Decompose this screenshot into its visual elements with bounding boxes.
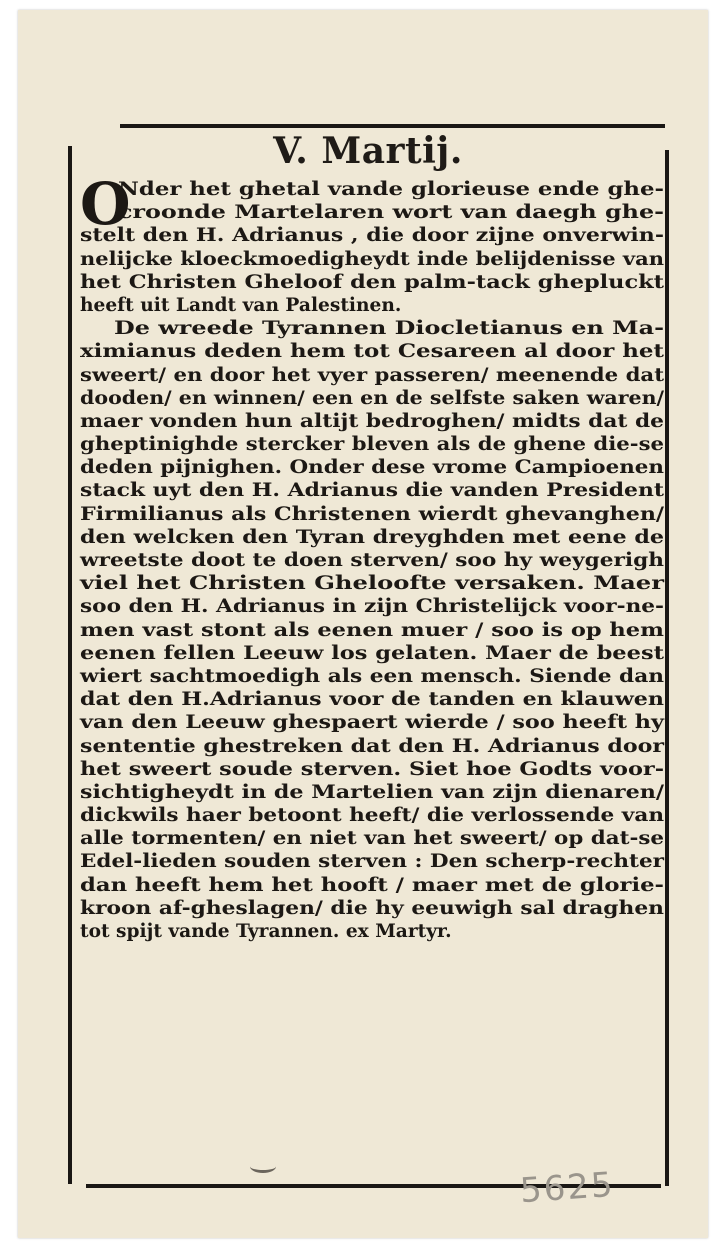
text-line: sweert/ en door het vyer passeren/ meenende dat (80, 364, 665, 386)
text-line: het Christen Gheloof den palm-tack ghepluckt (80, 271, 665, 293)
text-line: stelt den H. Adrianus , die door zijne onverwin- (80, 225, 664, 247)
top-rule (120, 124, 665, 128)
text-line: tot spijt vande Tyrannen. ex Martyr. (80, 921, 452, 942)
text-line: deden pijnighen. Onder dese vrome Campioenen (80, 457, 664, 479)
text-line: dickwils haer betoont heeft/ die verlossende van (80, 805, 665, 827)
text-line: sententie ghestreken dat den H. Adrianus door (80, 735, 665, 757)
text-line: sichtigheydt in de Martelien van zijn dienaren/ (80, 781, 664, 803)
right-rule (665, 150, 669, 1186)
text-line: eenen fellen Leeuw los gelaten. Maer de beest (80, 642, 665, 664)
text-line: Nder het ghetal vande glorieuse ende ghe- (118, 179, 664, 200)
text-line: dooden/ en winnen/ een en de selfste saken waren/ (80, 387, 665, 409)
text-line: van den Leeuw ghespaert wierde / soo heeft hy (80, 712, 664, 734)
left-rule (68, 146, 72, 1184)
text-line: wreetste doot te doen sterven/ soo hy weygerigh (80, 550, 664, 571)
text-line: viel het Christen Gheloofte versaken. Maer (80, 573, 664, 595)
drop-cap: O (80, 170, 131, 238)
text-line: alle tormenten/ en niet van het sweert/ op dat-se (80, 828, 665, 850)
text-line: dat den H.Adrianus voor de tanden en klauwen (80, 689, 665, 711)
text-line: Edel-lieden souden sterven : Den scherp-rechter (80, 851, 664, 873)
ink-mark (250, 1160, 276, 1173)
text-line: het sweert soude sterven. Siet hoe Godts voor- (80, 758, 665, 780)
text-line: De wreede Tyrannen Diocletianus en Ma- (114, 318, 665, 340)
text-line: maer vonden hun altijt bedroghen/ midts dat de (80, 410, 664, 432)
text-line: wiert sachtmoedigh als een mensch. Siende dan (80, 665, 665, 687)
text-line: soo den H. Adrianus in zijn Christelijck voor-ne- (80, 596, 664, 618)
text-line: Firmilianus als Christenen wierdt ghevanghen/ (80, 503, 664, 525)
page-title: V. Martij. (273, 130, 463, 172)
text-line: heeft uit Landt van Palestinen. (80, 294, 402, 316)
text-line: croonde Martelaren wort van daegh ghe- (118, 202, 665, 224)
inventory-number: 5625 (518, 1164, 616, 1212)
text-line: dan heeft hem het hooft / maer met de glorie- (80, 874, 664, 896)
text-line: nelijcke kloeckmoedigheydt inde belijdenisse van (80, 248, 664, 270)
text-line: men vast stont als eenen muer / soo is op hem (80, 619, 664, 641)
text-line: kroon af-gheslagen/ die hy eeuwigh sal draghen (80, 897, 664, 919)
text-line: den welcken den Tyran dreyghden met eene de (80, 526, 665, 548)
text-line: ximianus deden hem tot Cesareen al door het (80, 341, 665, 363)
body-text (80, 170, 665, 943)
text-line: gheptinighde stercker bleven als de ghene die-se (80, 434, 664, 456)
text-line: stack uyt den H. Adrianus die vanden President (80, 480, 664, 502)
